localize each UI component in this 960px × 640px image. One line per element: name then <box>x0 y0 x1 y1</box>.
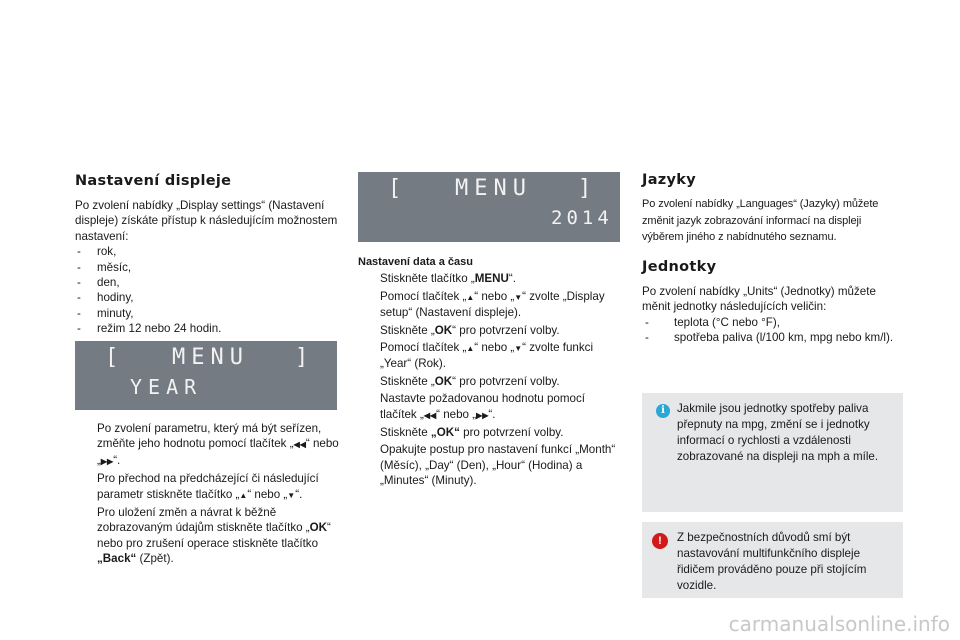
lcd-menu-text: MENU <box>172 345 249 370</box>
warning-note-text: Z bezpečnostních důvodů smí být nastavování multifunkčního displeje řidičem prováděno pouze při stojícím vozidle. <box>677 531 867 592</box>
arrow-down-icon: ▼ <box>287 490 296 500</box>
lcd-display-year <box>75 341 337 410</box>
lcd-year-value: 2014 <box>551 207 613 229</box>
warning-icon: ! <box>652 533 668 549</box>
lcd-bracket-right: ] <box>295 345 315 370</box>
fast-forward-icon: ▶▶ <box>476 410 489 420</box>
rewind-icon: ◀◀ <box>423 410 437 420</box>
fast-forward-icon: ▶▶ <box>100 456 114 466</box>
list-item: - teplota (°C nebo °F), <box>642 315 904 330</box>
arrow-up-icon: ▲ <box>466 292 475 302</box>
units-list <box>642 315 904 346</box>
list-item: Stiskněte „OK“ pro potvrzení volby. <box>380 323 560 337</box>
lcd-bracket-right: ] <box>578 176 598 201</box>
list-item: - režim 12 nebo 24 hodin. <box>75 321 340 336</box>
lcd-bracket-left: [ <box>105 345 125 370</box>
list-item: - rok, <box>75 244 340 259</box>
display-settings-options <box>75 244 340 336</box>
info-note-text: Jakmile jsou jednotky spotřeby paliva přepnuty na mpg, změní se i jednotky informací o rychlosti a vzdálenosti zobrazované na displeji na mph a míle. <box>677 402 879 463</box>
arrow-up-icon: ▲ <box>239 490 248 500</box>
watermark: carmanualsonline.info <box>728 612 950 636</box>
info-note <box>642 393 903 512</box>
lcd-display-2014 <box>358 172 620 242</box>
lcd-menu-text: MENU <box>455 176 532 201</box>
arrow-up-icon: ▲ <box>466 344 475 354</box>
date-time-section <box>358 255 623 491</box>
units-title: Jednotky <box>642 259 717 275</box>
languages-title: Jazyky <box>642 172 696 188</box>
display-settings-intro: Po zvolení nabídky „Display settings“ (Nastavení displeje) získáte přístup k následujícím možnostem nastavení: <box>75 199 338 243</box>
list-item: Opakujte postup pro nastavení funkcí „Month“ (Měsíc), „Day“ (Den), „Hour“ (Hodina) a „Minutes“ (Minuty). <box>380 443 616 488</box>
date-time-title: Nastavení data a času <box>358 256 473 268</box>
list-item: Pro přechod na předcházející či následující parametr stiskněte tlačítko „▲“ nebo „▼“. <box>97 472 319 501</box>
arrow-down-icon: ▼ <box>514 344 523 354</box>
list-item: - den, <box>75 275 340 290</box>
display-settings-steps <box>75 421 340 569</box>
list-item: Pomocí tlačítek „▲“ nebo „▼“ zvolte „Display setup“ (Nastavení displeje). <box>380 289 605 320</box>
list-item: - měsíc, <box>75 260 340 275</box>
list-item: Stiskněte tlačítko „MENU“. <box>380 272 516 286</box>
display-settings-section <box>75 173 340 337</box>
list-item: Pro uložení změn a návrat k běžně zobrazovaným údajům stiskněte tlačítko „OK“ nebo pro zrušení operace stiskněte tlačítko „Back“ (Zpět). <box>97 506 331 566</box>
warning-note <box>642 522 903 598</box>
list-item: Pomocí tlačítek „▲“ nebo „▼“ zvolte funkci „Year“ (Rok). <box>380 341 594 371</box>
units-text: Po zvolení nabídky „Units“ (Jednotky) můžete měnit jednotky následujících veličin: <box>642 285 876 314</box>
display-settings-title: Nastavení displeje <box>75 173 232 189</box>
units-section <box>642 259 904 346</box>
list-item: - spotřeba paliva (l/100 km, mpg nebo km/l). <box>642 330 904 345</box>
list-item: Stiskněte „OK“ pro potvrzení volby. <box>380 426 564 440</box>
list-item: Po zvolení parametru, který má být seřízen, změňte jeho hodnotu pomocí tlačítek „◀◀“ nebo „▶▶“. <box>97 422 339 467</box>
list-item: - hodiny, <box>75 290 340 305</box>
rewind-icon: ◀◀ <box>293 440 306 450</box>
arrow-down-icon: ▼ <box>514 292 523 302</box>
info-icon: i <box>656 404 670 418</box>
languages-text: Po zvolení nabídky „Languages“ (Jazyky) můžete změnit jazyk zobrazování informací na displeji výběrem jiného z nabídnutého seznamu. <box>642 198 879 243</box>
list-item: - minuty, <box>75 306 340 321</box>
list-item: Stiskněte „OK“ pro potvrzení volby. <box>380 374 560 388</box>
list-item: Nastavte požadovanou hodnotu pomocí tlačítek „◀◀“ nebo „▶▶“. <box>380 392 585 421</box>
lcd-year-text: YEAR <box>130 375 203 399</box>
languages-section <box>642 172 904 246</box>
lcd-bracket-left: [ <box>388 176 408 201</box>
